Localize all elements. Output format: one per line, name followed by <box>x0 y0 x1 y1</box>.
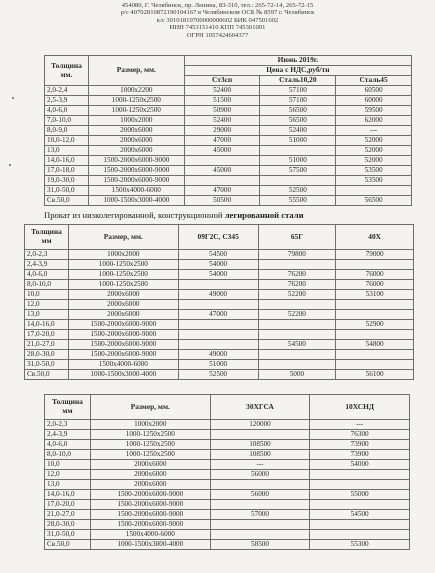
thickness-cell: 14,0-16,0 <box>45 490 91 500</box>
table-row <box>45 126 412 136</box>
table-row <box>25 260 414 270</box>
price-cell: 76200 <box>258 280 336 290</box>
table-row <box>25 270 414 280</box>
inn-kpp-line: ИНН 7453151410 КПП 745301001 <box>169 24 266 32</box>
price-cell: 73900 <box>310 450 410 460</box>
price-cell <box>210 520 310 530</box>
size-cell: 1500x4000-6000 <box>88 186 184 196</box>
table-row <box>25 300 414 310</box>
price-cell <box>184 176 260 186</box>
price-cell: 57500 <box>260 166 336 176</box>
size-cell: 2000x6000 <box>68 300 178 310</box>
price-cell <box>178 280 258 290</box>
price-table-special-steel <box>44 394 410 550</box>
price-cell: 108500 <box>210 440 310 450</box>
price-cell <box>258 300 336 310</box>
price-cell: 51000 <box>260 136 336 146</box>
price-cell: 47000 <box>184 136 260 146</box>
price-cell: 52200 <box>258 310 336 320</box>
bank-account-line: р/с 40702810872190104167 в Челябинском ОСБ № 8597 г. Челябинск <box>120 9 315 17</box>
price-cell: 50900 <box>184 106 260 116</box>
thickness-cell: 12,0 <box>45 470 91 480</box>
price-cell <box>258 360 336 370</box>
table-row <box>25 320 414 330</box>
thickness-cell: 10,0 <box>45 460 91 470</box>
thickness-cell: 8,0-9,0 <box>45 126 89 136</box>
price-cell <box>258 260 336 270</box>
table-row <box>45 156 412 166</box>
price-cell: 62000 <box>336 116 412 126</box>
price-cell: 51000 <box>178 360 258 370</box>
table-row <box>45 146 412 156</box>
size-cell: 1000-1250x2500 <box>88 106 184 116</box>
price-cell <box>210 500 310 510</box>
price-cell: 52200 <box>258 290 336 300</box>
price-cell: 47000 <box>184 186 260 196</box>
table-row <box>45 430 410 440</box>
price-cell: 108500 <box>210 450 310 460</box>
table-row <box>25 370 414 380</box>
price-cell: 120000 <box>210 420 310 430</box>
thickness-cell: 31,0-50,0 <box>25 360 69 370</box>
size-cell: 1000-1250x2500 <box>90 450 210 460</box>
price-table-alloy-steel <box>24 224 414 380</box>
size-cell: 1000-1250x2500 <box>90 430 210 440</box>
size-cell: 1500x4000-6000 <box>68 360 178 370</box>
size-cell: 2000x6000 <box>88 146 184 156</box>
size-cell: 1000-1250x2500 <box>68 260 178 270</box>
thickness-cell: 4,0-6,0 <box>45 106 89 116</box>
thickness-cell: Св.50,0 <box>45 196 89 206</box>
price-cell: 56500 <box>260 116 336 126</box>
address-line: 454080, Г. Челябинск, пр. Ленина, 83-310, тел.: 265-72-14, 265-72-15 <box>121 2 314 9</box>
col-header-size: Размер, мм. <box>68 225 178 250</box>
price-cell: 29000 <box>184 126 260 136</box>
price-cell: 54500 <box>310 510 410 520</box>
size-cell: 1500-2000x6000-9000 <box>90 510 210 520</box>
col-header-grade: 09Г2С, С345 <box>178 225 258 250</box>
thickness-cell: 17,0-20,0 <box>25 330 69 340</box>
size-cell: 1000-1500x3000-4000 <box>88 196 184 206</box>
thickness-cell: Св.50,0 <box>45 540 91 550</box>
caption-bold-text: легированной стали <box>224 210 304 220</box>
size-cell: 1500-2000x6000-9000 <box>88 176 184 186</box>
price-cell: 55000 <box>310 490 410 500</box>
thickness-cell: 28,0-30,0 <box>25 350 69 360</box>
price-cell <box>184 156 260 166</box>
price-cell: 52500 <box>260 186 336 196</box>
price-cell: --- <box>336 126 412 136</box>
size-cell: 2000x6000 <box>68 310 178 320</box>
size-cell: 1500-2000x6000-9000 <box>68 320 178 330</box>
table-row <box>45 86 412 96</box>
price-cell: 49000 <box>178 350 258 360</box>
price-cell: 76000 <box>336 270 414 280</box>
price-cell: 52000 <box>336 156 412 166</box>
table-row <box>45 500 410 510</box>
table-row <box>45 450 410 460</box>
price-cell: 56500 <box>260 106 336 116</box>
price-cell <box>210 480 310 490</box>
price-cell: 5000 <box>258 370 336 380</box>
size-cell: 1500-2000x6000-9000 <box>90 520 210 530</box>
price-cell: 56000 <box>210 490 310 500</box>
price-table-carbon-steel <box>44 55 412 206</box>
price-cell <box>178 300 258 310</box>
price-cell: 52400 <box>184 86 260 96</box>
size-cell: 1000-1250x2500 <box>90 440 210 450</box>
thickness-cell: 2,0-2,3 <box>25 250 69 260</box>
price-cell: 57000 <box>210 510 310 520</box>
company-letterhead <box>0 2 435 39</box>
price-cell: 51000 <box>260 156 336 166</box>
price-cell: 50500 <box>184 196 260 206</box>
price-cell <box>336 350 414 360</box>
thickness-cell: 12,0 <box>25 300 69 310</box>
price-cell: --- <box>210 460 310 470</box>
table-row <box>45 96 412 106</box>
price-cell <box>310 480 410 490</box>
price-cell <box>178 330 258 340</box>
col-header-grade: Сталь45 <box>336 76 412 86</box>
col-header-grade: 10ХСНД <box>310 395 410 420</box>
price-cell: 45000 <box>184 146 260 156</box>
size-cell: 1500-2000x6000-9000 <box>68 350 178 360</box>
price-cell: 52400 <box>260 126 336 136</box>
price-cell: 76300 <box>310 430 410 440</box>
price-cell <box>258 320 336 330</box>
table-row <box>45 490 410 500</box>
price-cell: 45000 <box>184 166 260 176</box>
price-cell: 47000 <box>178 310 258 320</box>
thickness-cell: 4,0-6,0 <box>45 440 91 450</box>
thickness-cell: 17,0-20,0 <box>45 500 91 510</box>
table-row <box>45 176 412 186</box>
size-cell: 2000x6000 <box>88 126 184 136</box>
price-cell <box>336 310 414 320</box>
col-header-size: Размер, мм. <box>90 395 210 420</box>
size-cell: 1000-1500x3000-4000 <box>68 370 178 380</box>
col-header-grade: Ст3сп <box>184 76 260 86</box>
price-cell: 56000 <box>210 470 310 480</box>
size-cell: 2000x6000 <box>90 460 210 470</box>
table-row <box>25 290 414 300</box>
price-cell: --- <box>310 420 410 430</box>
price-cell: 60500 <box>336 86 412 96</box>
thickness-cell: 17,0-18,0 <box>45 166 89 176</box>
thickness-cell: 8,0-10,0 <box>45 450 91 460</box>
price-cell: 79000 <box>336 250 414 260</box>
price-cell <box>336 186 412 196</box>
size-cell: 1500-2000x6000-9000 <box>88 166 184 176</box>
size-cell: 1000-1250x2500 <box>68 270 178 280</box>
price-cell: 59500 <box>336 106 412 116</box>
size-cell: 1500-2000x6000-9000 <box>90 500 210 510</box>
price-cell: 54000 <box>310 460 410 470</box>
col-header-thickness: Толщина мм <box>45 395 91 420</box>
ogrn-line: ОГРН 1057424604377 <box>186 31 249 39</box>
table-row <box>25 360 414 370</box>
table-row <box>45 186 412 196</box>
table-row <box>25 250 414 260</box>
correspondent-account-line: к/с 30101810700000000602 БИК 047501602 <box>156 16 279 24</box>
price-cell: 73900 <box>310 440 410 450</box>
price-cell <box>336 260 414 270</box>
thickness-cell: 14,0-16,0 <box>25 320 69 330</box>
table-row <box>45 440 410 450</box>
thickness-cell: 14,0-16,0 <box>45 156 89 166</box>
thickness-cell: 4,0-6,0 <box>25 270 69 280</box>
price-cell: 76000 <box>336 280 414 290</box>
thickness-cell: 2,4-3,9 <box>25 260 69 270</box>
price-cell <box>310 500 410 510</box>
price-cell <box>258 330 336 340</box>
section-caption <box>44 210 304 220</box>
price-cell: 51500 <box>184 96 260 106</box>
table-row <box>25 330 414 340</box>
price-cell <box>210 430 310 440</box>
size-cell: 1500-2000x6000-9000 <box>90 490 210 500</box>
price-cell: 54800 <box>336 340 414 350</box>
thickness-cell: 2,0-2,3 <box>45 420 91 430</box>
table-row <box>45 420 410 430</box>
col-header-grade: 65Г <box>258 225 336 250</box>
size-cell: 2000x6000 <box>88 136 184 146</box>
table-row <box>25 350 414 360</box>
size-cell: 1000x2200 <box>88 86 184 96</box>
price-cell <box>310 520 410 530</box>
table-row <box>45 136 412 146</box>
table-row <box>25 340 414 350</box>
size-cell: 1000-1250x2500 <box>68 280 178 290</box>
thickness-cell: 7,0-10,0 <box>45 116 89 126</box>
price-cell <box>260 146 336 156</box>
col-header-grade: 40Х <box>336 225 414 250</box>
price-cell <box>336 330 414 340</box>
price-cell: 54500 <box>258 340 336 350</box>
price-cell: 57100 <box>260 96 336 106</box>
size-cell: 1500-2000x6000-9000 <box>68 330 178 340</box>
size-cell: 1500-2000x6000-9000 <box>68 340 178 350</box>
size-cell: 1500-2000x6000-9000 <box>88 156 184 166</box>
table-row <box>25 280 414 290</box>
table-row <box>45 510 410 520</box>
price-cell: 56500 <box>336 196 412 206</box>
thickness-cell: 31,0-50,0 <box>45 530 91 540</box>
col-header-grade: 30ХГСА <box>210 395 310 420</box>
price-cell: 79800 <box>258 250 336 260</box>
price-cell: 52900 <box>336 320 414 330</box>
thickness-cell: 10,0-12,0 <box>45 136 89 146</box>
price-cell: 55500 <box>260 196 336 206</box>
caption-text: Прокат из низколегированной, конструкционной <box>44 210 223 220</box>
thickness-cell: 2,4-3,9 <box>45 430 91 440</box>
price-cell: 52000 <box>336 146 412 156</box>
size-cell: 1500x4000-6000 <box>90 530 210 540</box>
price-cell: 55300 <box>310 540 410 550</box>
thickness-cell: 13,0 <box>45 146 89 156</box>
price-cell <box>310 530 410 540</box>
price-cell: 57100 <box>260 86 336 96</box>
col-header-grade: Сталь10,20 <box>260 76 336 86</box>
size-cell: 1000x2000 <box>88 116 184 126</box>
price-cell: 76200 <box>258 270 336 280</box>
col-header-thickness: Толщина мм <box>25 225 69 250</box>
price-cell: 52400 <box>184 116 260 126</box>
scan-speck <box>9 164 11 166</box>
size-cell: 1000-1500x3000-4000 <box>90 540 210 550</box>
thickness-cell: 2,0-2,4 <box>45 86 89 96</box>
thickness-cell: 13,0 <box>25 310 69 320</box>
table-row <box>45 520 410 530</box>
size-cell: 2000x6000 <box>90 480 210 490</box>
price-cell: 53100 <box>336 290 414 300</box>
price-cell: 53500 <box>336 176 412 186</box>
thickness-cell: 21,0-27,0 <box>25 340 69 350</box>
price-cell: 54000 <box>178 270 258 280</box>
month-header: Июнь 2019г. <box>184 56 411 66</box>
table-row <box>45 540 410 550</box>
price-cell <box>336 360 414 370</box>
price-cell <box>258 350 336 360</box>
thickness-cell: Св.50,0 <box>25 370 69 380</box>
table-row <box>45 196 412 206</box>
size-cell: 2000x6000 <box>68 290 178 300</box>
thickness-cell: 31,0-50,0 <box>45 186 89 196</box>
price-cell: 54000 <box>178 260 258 270</box>
table-row <box>25 310 414 320</box>
thickness-cell: 10,0 <box>25 290 69 300</box>
price-cell: 53500 <box>336 166 412 176</box>
price-cell <box>336 300 414 310</box>
thickness-cell: 8,0-10,0 <box>25 280 69 290</box>
table-row <box>45 480 410 490</box>
table-row <box>45 166 412 176</box>
price-cell: 52000 <box>336 136 412 146</box>
price-cell <box>310 470 410 480</box>
size-cell: 1000x2000 <box>68 250 178 260</box>
price-cell: 60000 <box>336 96 412 106</box>
thickness-cell: 13,0 <box>45 480 91 490</box>
price-cell: 56100 <box>336 370 414 380</box>
size-cell: 1000x2000 <box>90 420 210 430</box>
price-cell: 49000 <box>178 290 258 300</box>
scan-speck <box>12 97 14 99</box>
price-cell <box>178 340 258 350</box>
price-cell: 58500 <box>210 540 310 550</box>
table-row <box>45 116 412 126</box>
col-header-thickness: Толщина мм. <box>45 56 89 86</box>
price-cell <box>210 530 310 540</box>
table-row <box>45 106 412 116</box>
size-cell: 2000x6000 <box>90 470 210 480</box>
thickness-cell: 21,0-27,0 <box>45 510 91 520</box>
table-row <box>45 470 410 480</box>
price-cell <box>260 176 336 186</box>
thickness-cell: 2,5-3,9 <box>45 96 89 106</box>
price-cell: 52500 <box>178 370 258 380</box>
thickness-cell: 28,0-30,0 <box>45 520 91 530</box>
price-cell: 54500 <box>178 250 258 260</box>
col-header-size: Размер, мм. <box>88 56 184 86</box>
thickness-cell: 19,0-30,0 <box>45 176 89 186</box>
size-cell: 1000-1250x2500 <box>88 96 184 106</box>
price-cell <box>178 320 258 330</box>
table-row <box>45 460 410 470</box>
price-header: Цена с НДС,руб/тн <box>184 66 411 76</box>
table-row <box>45 530 410 540</box>
